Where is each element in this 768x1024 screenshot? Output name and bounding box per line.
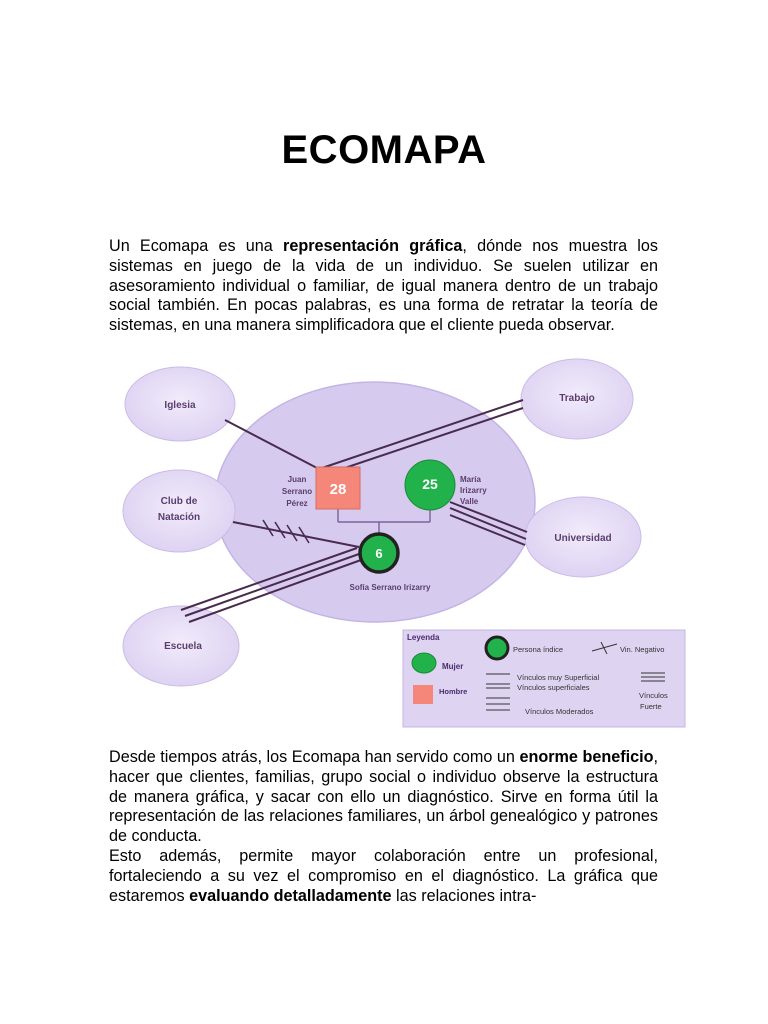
legend-title: Leyenda xyxy=(407,633,440,642)
intro-paragraph: Un Ecomapa es una representación gráfica, dónde nos muestra los sistemas en juego de la vida de un individuo. Se suelen utilizar en asesoramiento individual o familiar, de igual manera dentro de un trabajo social también. En pocas palabras, es una forma de retratar la teoría de sistemas, en una manera simplificadora que el cliente pueda observar. xyxy=(109,237,658,335)
legend-index-circle xyxy=(486,637,508,659)
mother-name-1: María xyxy=(460,475,481,484)
label-club-2: Natación xyxy=(157,512,201,523)
mother-name-2: Irizarry xyxy=(460,486,487,495)
legend xyxy=(403,630,685,727)
father-name-3: Pérez xyxy=(286,499,308,508)
legend-strong-label-2: Fuerte xyxy=(640,702,662,711)
legend-negative-label: Vin. Negativo xyxy=(620,645,665,654)
label-trabajo: Trabajo xyxy=(559,393,595,404)
label-club-1: Club de xyxy=(160,496,198,507)
father-name-2: Serrano xyxy=(281,487,313,496)
label-escuela: Escuela xyxy=(164,641,202,652)
legend-very-superficial-label: Vínculos muy Superficial xyxy=(517,673,600,682)
label-iglesia: Iglesia xyxy=(164,400,196,411)
child-age: 6 xyxy=(375,546,383,561)
bubble-club xyxy=(123,470,235,552)
mother-name-3: Valle xyxy=(460,497,479,506)
collaboration-paragraph: Esto además, permite mayor colaboración entre un profesional, fortaleciendo a su vez el compromiso en el diagnóstico. La gráfica que estaremos evaluando detalladamente las relaciones intra- xyxy=(109,847,658,905)
father-name-1: Juan xyxy=(287,475,307,484)
document-title: ECOMAPA xyxy=(281,128,487,172)
legend-man-label: Hombre xyxy=(439,687,468,696)
legend-woman-label: Mujer xyxy=(442,662,464,671)
father-age: 28 xyxy=(329,481,347,498)
benefits-paragraph: Desde tiempos atrás, los Ecomapa han servido como un enorme beneficio, hacer que clientes, familias, grupo social o individuo observe la estructura de manera gráfica, y sacar con ello un diagnóstico. Sirve en forma útil la representación de las relaciones familiares, un árbol genealógico y patrones de conducta. xyxy=(109,748,658,846)
legend-strong-label-1: Vínculos xyxy=(639,691,668,700)
child-name: Sofía Serrano Irizarry xyxy=(349,583,431,592)
legend-moderate-label: Vínculos Moderados xyxy=(525,707,594,716)
label-universidad: Universidad xyxy=(554,533,612,544)
ecomap-diagram xyxy=(105,352,687,730)
legend-index-label: Persona índice xyxy=(513,645,564,654)
mother-age: 25 xyxy=(422,476,438,492)
legend-woman-circle xyxy=(412,653,436,673)
legend-superficial-label: Vínculos superficiales xyxy=(517,683,590,692)
legend-man-square xyxy=(413,685,433,704)
